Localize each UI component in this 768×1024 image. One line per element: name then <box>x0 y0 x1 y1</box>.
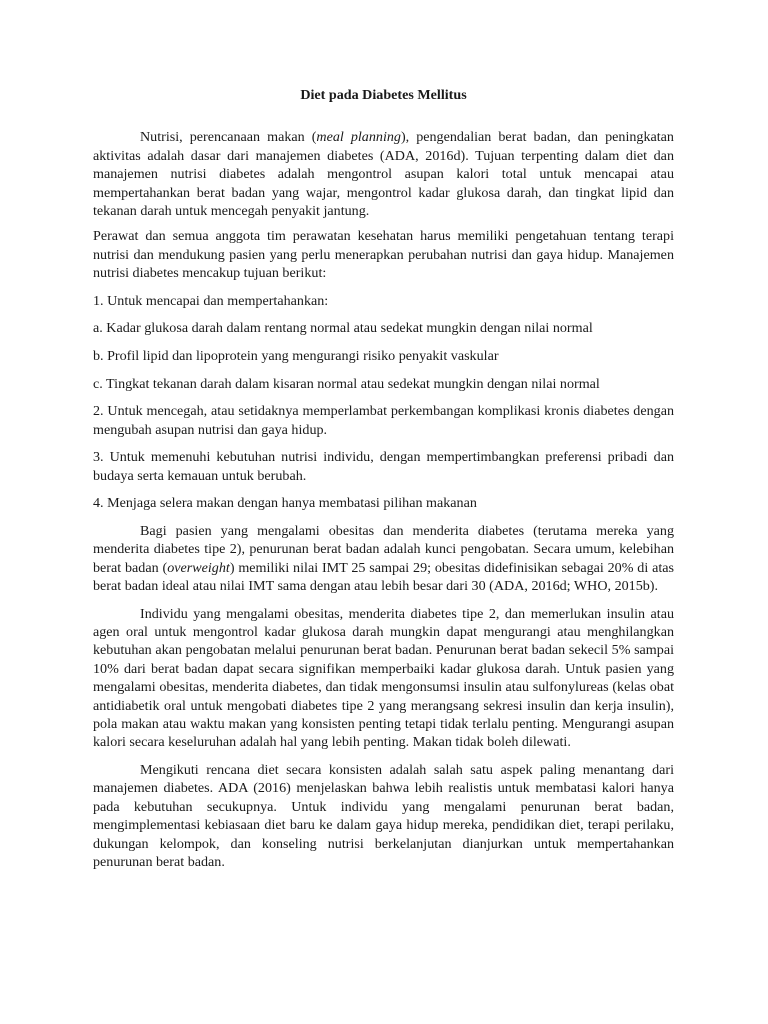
paragraph-intro-emphasis: meal planning <box>316 129 401 146</box>
paragraph-weight-loss: Individu yang mengalami obesitas, menderita diabetes tipe 2, dan memerlukan insulin atau agen oral untuk mengontrol kadar glukosa darah mungkin dapat mengurangi atau menghilangkan kebutuhan akan pengobatan melalui penurunan berat badan. Penurunan berat badan sekecil 5% sampai 10% dari berat badan dapat secara signifikan memperbaiki kadar glukosa darah. Untuk pasien yang mengalami obesitas, menderita diabetes, dan tidak mengonsumsi insulin atau sulfonylureas (kelas obat antidiabetik oral untuk mengobati diabetes tipe 2 yang merangsang sekresi insulin dan kerja insulin), pola makan atau waktu makan yang konsisten penting tetapi tidak terlalu penting. Mengurangi asupan kalori secara keseluruhan adalah hal yang lebih penting. Makan tidak boleh dilewati. <box>93 605 674 751</box>
list-item: 2. Untuk mencegah, atau setidaknya memperlambat perkembangan komplikasi kronis diabetes dengan mengubah asupan nutrisi dan gaya hidup. <box>93 403 674 438</box>
list-item: a. Kadar glukosa darah dalam rentang normal atau sedekat mungkin dengan nilai normal <box>93 320 593 337</box>
paragraph-obesity-emphasis: overweight <box>167 559 230 576</box>
paragraph-obesity-text-2: ) memiliki nilai IMT 25 sampai 29; obesitas didefinisikan sebagai 20% di atas berat badan ideal atau nilai IMT sama dengan atau lebih besar dari 30 (ADA, 2016d; WHO, 2015b). <box>93 559 675 595</box>
list-item: 1. Untuk mencapai dan mempertahankan: <box>93 292 329 309</box>
paragraph-obesity <box>93 522 674 596</box>
list-item: c. Tingkat tekanan darah dalam kisaran normal atau sedekat mungkin dengan nilai normal <box>93 375 600 392</box>
paragraph-diet-plan: Mengikuti rencana diet secara konsisten adalah salah satu aspek paling menantang dari manajemen diabetes. ADA (2016) menjelaskan bahwa lebih realistis untuk membatasi kalori hanya pada kebutuhan secukupnya. Untuk individu yang mengalami penurunan berat badan, mengimplementasi kebiasaan diet baru ke dalam gaya hidup mereka, pendidikan diet, terapi perilaku, dukungan kelompok, dan konseling nutrisi berkelanjutan dianjurkan untuk mempertahankan penurunan berat badan. <box>93 762 674 871</box>
list-item: 3. Untuk memenuhi kebutuhan nutrisi individu, dengan mempertimbangkan preferensi pribadi dan budaya serta kemauan untuk berubah. <box>93 449 674 484</box>
paragraph-intro <box>93 128 674 220</box>
list-item: b. Profil lipid dan lipoprotein yang mengurangi risiko penyakit vaskular <box>93 348 499 365</box>
paragraph-obesity-text-1: Bagi pasien yang mengalami obesitas dan menderita diabetes (terutama mereka yang menderita diabetes tipe 2), penurunan berat badan adalah kunci pengobatan. Secara umum, kelebihan berat badan ( <box>93 522 674 576</box>
paragraph-team: Perawat dan semua anggota tim perawatan kesehatan harus memiliki pengetahuan tentang terapi nutrisi dan mendukung pasien yang perlu menerapkan perubahan nutrisi dan gaya hidup. Manajemen nutrisi diabetes mencakup tujuan berikut: <box>93 228 674 282</box>
paragraph-intro-text-1: Nutrisi, perencanaan makan ( <box>140 129 317 146</box>
paragraph-intro-text-2: ), pengendalian berat badan, dan peningkatan aktivitas adalah dasar dari manajemen diabetes (ADA, 2016d). Tujuan terpenting dalam diet dan manajemen nutrisi diabetes adalah mengontrol asupan kalori total untuk mencapai atau mempertahankan berat badan yang wajar, mengontrol kadar glukosa darah, dan tingkat lipid dan tekanan darah untuk mencegah penyakit jantung. <box>93 129 674 220</box>
list-item: 4. Menjaga selera makan dengan hanya membatasi pilihan makanan <box>93 495 477 512</box>
document-title: Diet pada Diabetes Mellitus <box>300 87 467 103</box>
